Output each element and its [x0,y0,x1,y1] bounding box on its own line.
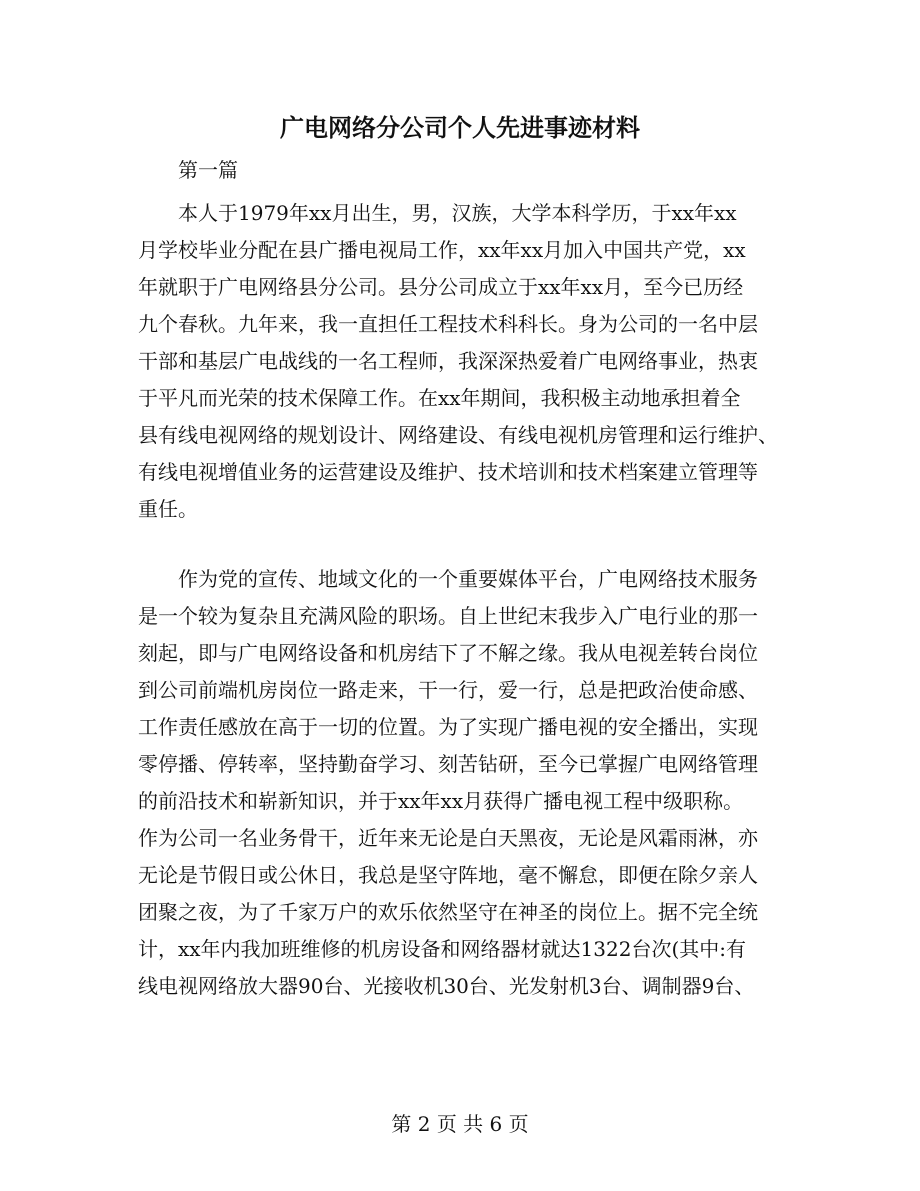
section-heading: 第一篇 [178,158,238,182]
paragraph-1-line-6: 于平凡而光荣的技术保障工作。在xx年期间，我积极主动地承担着全 [138,386,741,410]
paragraph-2-line-2: 是一个较为复杂且充满风险的职场。自上世纪末我步入广电行业的那一 [138,604,758,628]
paragraph-1-line-3: 年就职于广电网络县分公司。县分公司成立于xx年xx月，至今已历经 [138,275,744,299]
paragraph-2-line-11: 计，xx年内我加班维修的机房设备和网络器材就达1322台次(其中:有 [138,937,746,961]
paragraph-1-line-9: 重任。 [138,497,198,521]
paragraph-1-line-4: 九个春秋。九年来，我一直担任工程技术科科长。身为公司的一名中层 [138,312,758,336]
paragraph-2-line-9: 无论是节假日或公休日，我总是坚守阵地，毫不懈怠，即便在除夕亲人 [138,863,758,887]
paragraph-2-line-4: 到公司前端机房岗位一路走来，干一行，爱一行，总是把政治使命感、 [138,678,758,702]
paragraph-2-line-6: 零停播、停转率，坚持勤奋学习、刻苦钻研，至今已掌握广电网络管理 [138,752,758,776]
paragraph-2-line-1: 作为党的宣传、地域文化的一个重要媒体平台，广电网络技术服务 [178,567,758,591]
paragraph-2-line-7: 的前沿技术和崭新知识，并于xx年xx月获得广播电视工程中级职称。 [138,789,744,813]
paragraph-2-line-12: 线电视网络放大器90台、光接收机30台、光发射机3台、调制器9台、 [138,974,755,998]
paragraph-1-line-5: 干部和基层广电战线的一名工程师，我深深热爱着广电网络事业，热衷 [138,349,758,373]
paragraph-2-line-8: 作为公司一名业务骨干，近年来无论是白天黑夜，无论是风霜雨淋，亦 [138,826,758,850]
paragraph-2-line-10: 团聚之夜，为了千家万户的欢乐依然坚守在神圣的岗位上。据不完全统 [138,900,758,924]
paragraph-2-line-3: 刻起，即与广电网络设备和机房结下了不解之缘。我从电视差转台岗位 [138,641,758,665]
paragraph-1-line-8: 有线电视增值业务的运营建设及维护、技术培训和技术档案建立管理等 [138,460,758,484]
document-title: 广电网络分公司个人先进事迹材料 [280,113,640,142]
paragraph-2-line-5: 工作责任感放在高于一切的位置。为了实现广播电视的安全播出，实现 [138,715,758,739]
paragraph-1-line-7: 县有线电视网络的规划设计、网络建设、有线电视机房管理和运行维护、 [138,423,778,447]
paragraph-1-line-2: 月学校毕业分配在县广播电视局工作，xx年xx月加入中国共产党，xx [138,238,746,262]
paragraph-1-line-1: 本人于1979年xx月出生，男，汉族，大学本科学历，于xx年xx [178,201,737,225]
page-number-footer: 第 2 页 共 6 页 [391,1112,529,1136]
